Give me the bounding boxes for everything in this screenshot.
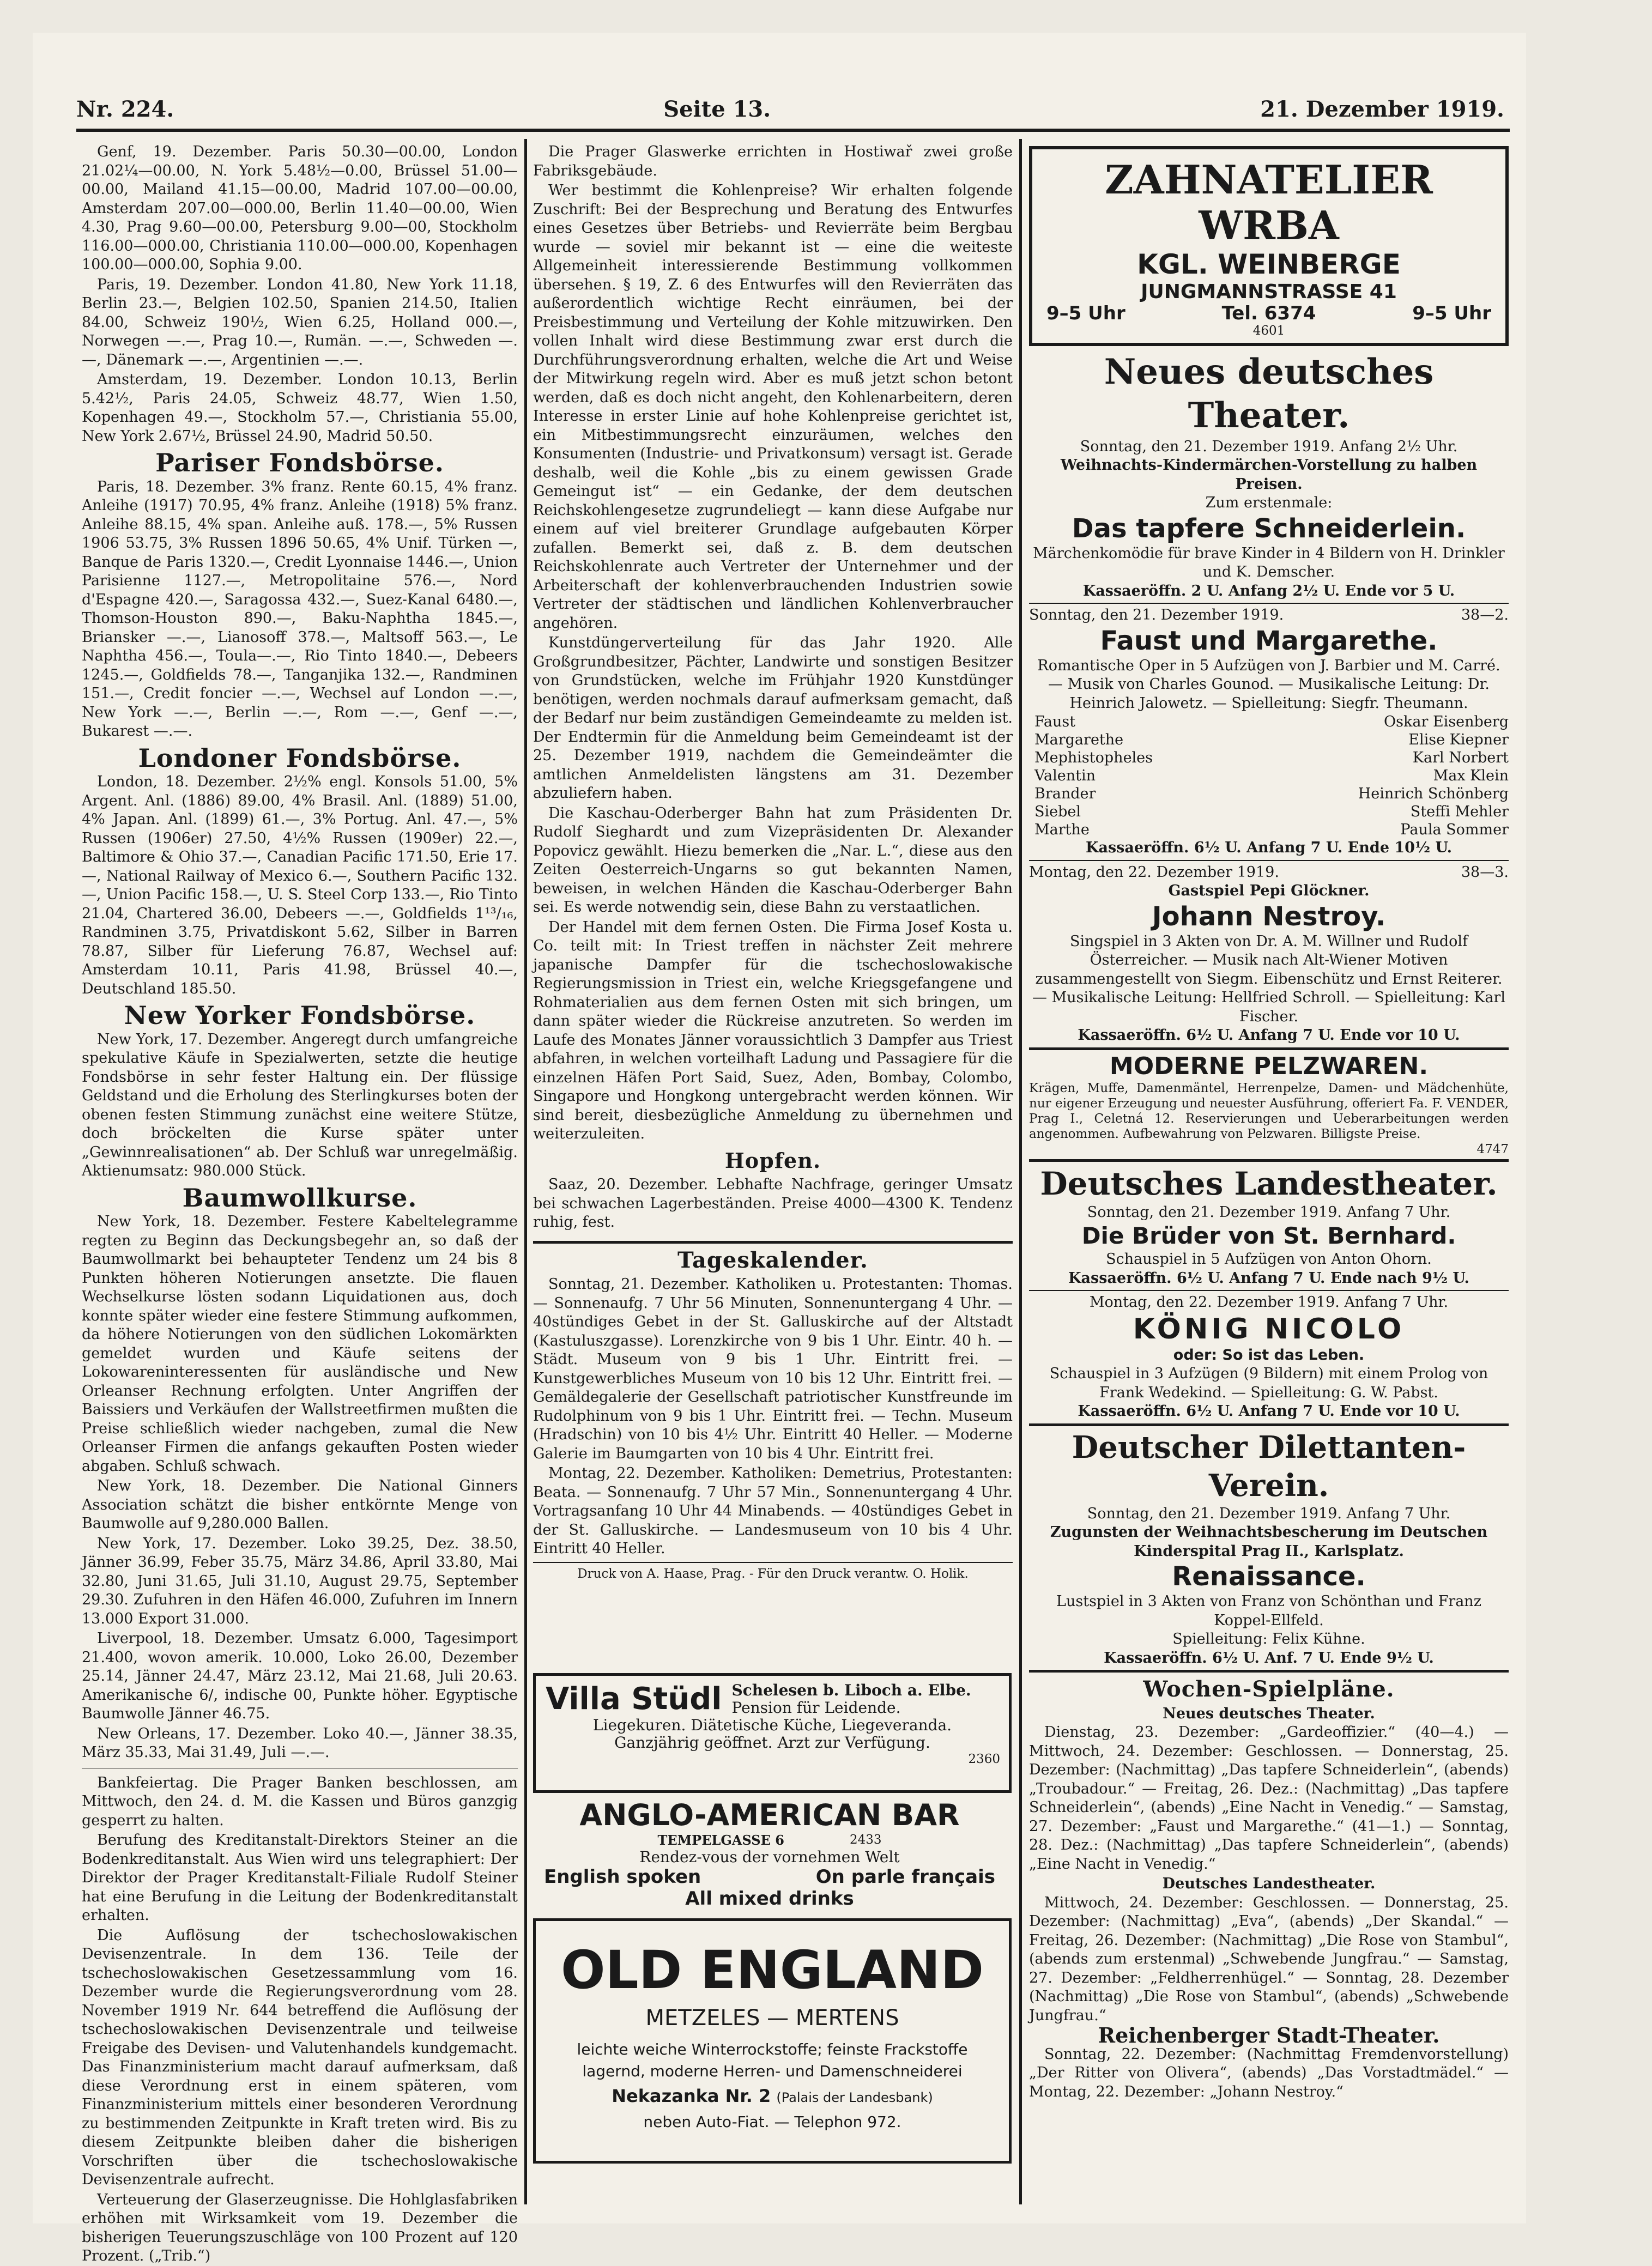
dlt-s2-date: Montag, den 22. Dezember 1919. Anfang 7 Uhr. bbox=[1089, 1294, 1449, 1311]
column-finance bbox=[82, 143, 518, 2264]
ndt-s1-desc: Märchenkomödie für brave Kinder in 4 Bildern von H. Drinkler und K. Demscher. bbox=[1033, 544, 1505, 580]
text-bankfeiertag: Bankfeiertag. Die Prager Banken beschlossen, am Mittwoch, den 24. d. M. die Kassen und Büros ganzgig gesperrt zu halten. bbox=[82, 1774, 518, 1829]
woch-rst-text: Sonntag, 22. Dezember: (Nachmittag Fremdenvorstellung) „Der Ritter von Olivera“, (abends) „Das Vorstadtmädel.“ — Montag, 22. Dezember: „Johann Nestroy.“ bbox=[1029, 2045, 1509, 2100]
dlt-s1-date: Sonntag, den 21. Dezember 1919. Anfang 7 Uhr. bbox=[1087, 1203, 1451, 1221]
oldengland-line1: leichte weiche Winterrockstoffe; feinste Frackstoffe bbox=[577, 2040, 968, 2058]
cast-actor: Oskar Eisenberg bbox=[1384, 713, 1509, 730]
bar-line1: Rendez-vous der vornehmen Welt bbox=[639, 1848, 900, 1866]
woch-title: Wochen-Spielpläne. bbox=[1143, 1676, 1395, 1702]
cast-actor: Steffi Mehler bbox=[1410, 803, 1509, 820]
ndt-s3-code: 38—3. bbox=[1461, 863, 1509, 881]
ndt-s1-first: Zum erstenmale: bbox=[1205, 494, 1333, 511]
page-number: Seite 13. bbox=[663, 96, 771, 122]
column-theater bbox=[1029, 146, 1509, 2206]
cast-actor: Heinrich Schönberg bbox=[1358, 785, 1509, 802]
ddv-lead: Spielleitung: Felix Kühne. bbox=[1172, 1631, 1365, 1647]
cast-row bbox=[1029, 803, 1509, 821]
woch-ndt-heading: Neues deutsches Theater. bbox=[1163, 1705, 1375, 1722]
ddv-note: Zugunsten der Weihnachtsbescherung im Deutschen Kinderspital Prag II., Karlsplatz. bbox=[1050, 1524, 1488, 1560]
dlt-s2-sub: oder: So ist das Leben. bbox=[1173, 1346, 1365, 1364]
ndt-s2-desc: Romantische Oper in 5 Aufzügen von J. Barbier und M. Carré. — Musik von Charles Gounod. — Musikalische Leitung: Dr. Heinrich Jalowetz. — Spielleitung: Siegfr. Theumann. bbox=[1037, 657, 1500, 712]
heading-baumwoll: Baumwollkurse. bbox=[182, 1183, 417, 1213]
oldengland-address: Nekazanka Nr. 2 bbox=[612, 2086, 771, 2106]
villa-location: Schelesen b. Liboch a. Elbe. bbox=[731, 1681, 971, 1699]
wrba-hours-left: 9–5 Uhr bbox=[1046, 302, 1125, 324]
cast-role: Mephistopheles bbox=[1034, 749, 1153, 766]
ddv-title: Deutscher Dilettanten-Verein. bbox=[1072, 1429, 1466, 1504]
text-genf: Genf, 19. Dezember. Paris 50.30—00.00, London 21.02¼—00.00, N. York 5.48½—0.00, Brüssel 51.00—00.00, Mailand 41.15—00.00, Madrid 107.00—00.00, Amsterdam 207.00—000.00, Berlin 11.40—00.00, Wien 4.30, Prag 9.60—00.00, Petersburg 9.00—00, Stockholm 116.00—000.00, Christiania 110.00—000.00, Kopenhagen 100.00—000.00, Sophia 9.00. bbox=[82, 143, 518, 273]
cast-role: Faust bbox=[1034, 713, 1076, 730]
text-baum4: Liverpool, 18. Dezember. Umsatz 6.000, Tagesimport 21.400, wovon amerik. 10.000, Loko 26.00, Dezember 25.14, Jänner 24.47, März 23.12, Mai 21.68, Juli 20.63. Amerikanische 6/, indische 00, Punkte höher. Egyptische Baumwolle Jänner 46.75. bbox=[82, 1630, 518, 1722]
pelz-text: Krägen, Muffe, Damenmäntel, Herrenpelze, Damen- und Mädchenhüte, nur eigener Erzeugung und neuester Ausführung, offeriert Fa. F. VENDER, Prag I., Celetná 12. Reservierungen und Ueberarbeitungen werden angenommen. Aufbewahrung von Pelzwaren. Billigste Preise. bbox=[1029, 1081, 1509, 1141]
woch-rst-heading: Reichenberger Stadt-Theater. bbox=[1098, 2023, 1440, 2047]
issue-number: Nr. 224. bbox=[76, 96, 174, 122]
dlt-title: Deutsches Landestheater. bbox=[1040, 1165, 1498, 1202]
text-baum3: New York, 17. Dezember. Loko 39.25, Dez. 38.50, Jänner 36.99, Feber 35.75, März 34.86, April 33.80, Mai 32.80, Juni 31.65, Juli 31.10, August 29.75, September 29.30. Zufuhren in den Häfen 46.000, Zufuhren im Innern 13.000 Export 31.000. bbox=[82, 1535, 518, 1627]
ndt-s2-code: 38—2. bbox=[1461, 607, 1509, 623]
wrba-street: JUNGMANNSTRASSE 41 bbox=[1141, 281, 1397, 303]
oldengland-name: OLD ENGLAND bbox=[560, 1940, 984, 2001]
text-baum5: New Orleans, 17. Dezember. Loko 40.—, Jänner 38.35, März 35.33, Mai 31.49, Juli —.—. bbox=[82, 1725, 518, 1761]
printer-note: Druck von A. Haase, Prag. - Für den Druck verantw. O. Holik. bbox=[577, 1566, 969, 1581]
cast-row bbox=[1029, 785, 1509, 803]
cast-actor: Paula Sommer bbox=[1400, 821, 1509, 838]
text-kohle: Wer bestimmt die Kohlenpreise? Wir erhalten folgende Zuschrift: Bei der Besprechung und Beratung des Entwurfes eines Gesetzes über Betriebs- und Revierräte beim Bergbau wurde — soviel mir bekannt ist — eine die weiteste Allgemeinheit interessierende Bestimmung vollkommen übersehen. § 19, Z. 6 des Entwurfes will den Revierräten das außerordentlich wichtige Recht einräumen, bei der Preisbestimmung und Verteilung der Kohle mitzuwirken. Den vollen Inhalt wird diese Bestimmung zwar erst durch die Durchführungsverordnung erhalten, welche die Art und Weise der Mitwirkung regeln wird. Aber es muß jetzt schon betont werden, daß es doch nicht angeht, den Kohlenarbeitern, deren Interesse in erster Linie auf hohe Kohlenpreise gerichtet ist, ein Mitbestimmungsrecht einzuräumen, welches den Konsumenten (Industrie- und Privatkonsum) versagt ist. Gerade deshalb, weil die Kohle „bis zu einem gewissen Grade Gemeingut ist“ — ein Gedanke, der dem deutschen Reichskohlengesetze zugrundeliegt — kann diese Aufgabe nur einem auf viel breiterer Grundlage aufgebauten Körper zufallen. Bemerkt sei, daß z. B. dem deutschen Reichskohlenrate auch Vertreter der Unternehmer und der Arbeiterschaft der kohlenverbrauchenden Industrien sowie Vertreter der städtischen und ländlichen Kohlenverbraucher angehören. bbox=[533, 182, 1013, 632]
ad-anglo-american-bar bbox=[533, 1798, 1006, 1913]
text-hopfen: Saaz, 20. Dezember. Lebhafte Nachfrage, geringer Umsatz bei schwachen Lagerbeständen. Preise 4000—4300 K. Tendenz ruhig, fest. bbox=[533, 1176, 1013, 1231]
dlt-s1-play: Die Brüder von St. Bernhard. bbox=[1081, 1222, 1456, 1249]
bar-name: ANGLO-AMERICAN BAR bbox=[579, 1798, 960, 1832]
woch-ndt-text: Dienstag, 23. Dezember: „Gardeoffizier.“ (40—4.) — Mittwoch, 24. Dezember: Geschlossen. — Donnerstag, 25. Dezember: (Nachmittag) „Das tapfere Schneiderlein“, (abends) „Troubadour.“ — Freitag, 26. Dez.: (Nachmittag) „Das tapfere Schneiderlein“, (abends) „Eine Nacht in Venedig.“ — Samstag, 27. Dezember: „Faust und Margarethe.“ (41—1.) — Sonntag, 28. Dez.: (Nachmittag) „Das tapfere Schneiderlein“, (abends) „Eine Nacht in Venedig.“ bbox=[1029, 1724, 1509, 1873]
wrba-code: 4601 bbox=[1252, 323, 1285, 338]
column-rule-1 bbox=[524, 139, 527, 2204]
ndt-s2-date: Sonntag, den 21. Dezember 1919. bbox=[1029, 607, 1284, 623]
heading-londoner: Londoner Fondsbörse. bbox=[138, 743, 462, 773]
pelz-title: MODERNE PELZWAREN. bbox=[1109, 1052, 1429, 1080]
ad-zahnatelier bbox=[1029, 146, 1509, 346]
column-news bbox=[533, 143, 1013, 1647]
villa-line1: Pension für Leidende. bbox=[731, 1698, 901, 1717]
cast-actor: Elise Kiepner bbox=[1408, 731, 1509, 748]
issue-date: 21. Dezember 1919. bbox=[1260, 96, 1504, 122]
cast-role: Brander bbox=[1034, 785, 1096, 802]
ndt-s3-guest: Gastspiel Pepi Glöckner. bbox=[1168, 882, 1370, 899]
villa-line3: Ganzjährig geöffnet. Arzt zur Verfügung. bbox=[614, 1734, 930, 1752]
page-header bbox=[76, 93, 1504, 125]
oldengland-line2: lagernd, moderne Herren- und Damenschneiderei bbox=[582, 2062, 963, 2080]
text-tages1: Sonntag, 21. Dezember. Katholiken u. Protestanten: Thomas. — Sonnenaufg. 7 Uhr 56 Minuten, Sonnenuntergang 4 Uhr. — 40stündiges Gebet in der St. Galluskirche auf der Altstadt (Kastuluszgasse). Lorenzkirche von 9 bis 1 Uhr. Eintr. 40 h. — Städt. Museum von 9 bis 1 Uhr. Eintritt frei. — Kunstgewerbliches Museum von 10 bis 12 Uhr. Eintritt frei. — Gemäldegalerie der Gesellschaft patriotischer Kunstfreunde im Rudolphinum von 9 bis 1 Uhr. Eintritt frei. — Techn. Museum (Hradschin) von 10 bis 4½ Uhr. Eintritt 40 Heller. — Moderne Galerie im Baumgarten von 10 bis 4 Uhr. Eintritt frei. bbox=[533, 1276, 1013, 1462]
text-amsterdam: Amsterdam, 19. Dezember. London 10.13, Berlin 5.42½, Paris 24.05, Schweiz 48.77, Wien 1.50, Kopenhagen 49.—, Stockholm 57.—, Christiania 55.00, New York 2.67½, Brüssel 24.90, Madrid 50.50. bbox=[82, 371, 518, 445]
cast-role: Marthe bbox=[1034, 821, 1090, 838]
divider bbox=[1029, 1047, 1509, 1050]
text-londoner: London, 18. Dezember. 2½% engl. Konsols 51.00, 5% Argent. Anl. (1886) 89.00, 4% Brasil. Anl. (1889) 51.00, 4% Japan. Anl. (1899) 61.—, 3% Portug. Anl. 47.—, 5% Russen (1906er) 27.50, 4½% Russen (1909er) 22.—, Baltimore & Ohio 37.—, Canadian Pacific 171.50, Erie 17.—, National Railway of Mexico 6.—, Southern Pacific 132.—, Union Pacific 158.—, U. S. Steel Corp 133.—, Rio Tinto 21.04, Chartered 36.00, Debeers —.—, Goldfields 1¹³/₁₆, Randminen 3.75, Privatdiskont 5.62, Silber in Barren 78.87, Silber für Lieferung 76.87, Wechsel auf: Amsterdam 10.11, Paris 41.98, Brüssel 40.—, Deutschland 185.50. bbox=[82, 773, 518, 997]
ndt-s3-times: Kassaeröffn. 6½ U. Anfang 7 U. Ende vor 10 U. bbox=[1078, 1027, 1460, 1044]
text-glaswerke: Die Prager Glaswerke errichten in Hostiwař zwei große Fabriksgebäude. bbox=[533, 143, 1013, 179]
pelz-code: 4747 bbox=[1476, 1142, 1509, 1156]
text-paris: Paris, 19. Dezember. London 41.80, New York 11.18, Berlin 23.—, Belgien 102.50, Spanien 214.50, Italien 84.00, Schweiz 190½, Wien 6.25, Holland 000.—, Norwegen —.—, Prag 10.—, Rumän. —.—, Schweden —.—, Dänemark —.—, Argentinien —.—. bbox=[82, 276, 518, 368]
cast-role: Margarethe bbox=[1034, 731, 1124, 748]
cast-list bbox=[1029, 713, 1509, 839]
ddv-times: Kassaeröffn. 6½ U. Anf. 7 U. Ende 9½ U. bbox=[1104, 1649, 1434, 1667]
heading-tageskalender: Tageskalender. bbox=[677, 1247, 868, 1273]
wrba-title: ZAHNATELIER WRBA bbox=[1105, 156, 1433, 249]
divider bbox=[533, 1241, 1013, 1244]
divider bbox=[533, 1562, 1013, 1563]
ndt-s1-play: Das tapfere Schneiderlein. bbox=[1072, 513, 1466, 544]
cast-row bbox=[1029, 713, 1509, 731]
ndt-s1-note: Weihnachts-Kindermärchen-Vorstellung zu halben Preisen. bbox=[1060, 457, 1478, 493]
cast-row bbox=[1029, 767, 1509, 785]
text-kunstduenger: Kunstdüngerverteilung für das Jahr 1920. Alle Großgrundbesitzer, Pächter, Landwirte und sonstigen Besitzer von Grundstücken, welche im Frühjahr 1920 Kunstdünger benötigen, werden nochmals darauf aufmerksam gemacht, daß der Bedarf nur beim zuständigen Gemeindeamte zu melden ist. Der Endtermin für die Anmeldung beim Gemeindeamt ist der 25. Dezember 1919, nachdem die Gemeindeämter die amtlichen Anmeldelisten längstens am 31. Dezember abzuliefern haben. bbox=[533, 634, 1013, 802]
wrba-place: KGL. WEINBERGE bbox=[1137, 249, 1401, 280]
ndt-s1-date: Sonntag, den 21. Dezember 1919. Anfang 2½ Uhr. bbox=[1080, 438, 1458, 455]
divider bbox=[1029, 1159, 1509, 1162]
wrba-hours-right: 9–5 Uhr bbox=[1412, 302, 1491, 324]
ndt-s3-desc: Singspiel in 3 Akten von Dr. A. M. Willner und Rudolf Österreicher. — Musik nach Alt-Wiener Motiven zusammengestellt von Siegm. Eibenschütz und Ernst Reiterer. — Musikalische Leitung: Hellfried Schroll. — Spielleitung: Karl Fischer. bbox=[1032, 932, 1505, 1025]
bar-english: English spoken bbox=[544, 1866, 701, 1888]
woch-dlt-heading: Deutsches Landestheater. bbox=[1162, 1875, 1376, 1892]
divider bbox=[1029, 860, 1509, 861]
text-devisen: Die Auflösung der tschechoslowakischen Devisenzentrale. In dem 136. Teile der tschechoslowakischen Gesetzessammlung vom 16. Dezember wurde die Regierungsverordnung vom 28. November 1919 Nr. 644 betreffend die Auflösung der tschechoslowakischen Devisenzentrale und teilweise Freigabe des Devisen- und Valutenhandels kundgemacht. Das Finanzministerium macht darauf aufmerksam, daß diese Verordnung erst in einem späteren, vom Finanzministerium mittels einer besonderen Verordnung zu bestimmenden Zeitpunkte in Kraft treten wird. Bis zu diesem Zeitpunkte bleiben daher die bisherigen Vorschriften über die tschechoslowakische Devisenzentrale aufrecht. bbox=[82, 1926, 518, 2188]
heading-hopfen: Hopfen. bbox=[724, 1148, 821, 1173]
oldengland-sub: METZELES — MERTENS bbox=[645, 2006, 899, 2031]
ndt-s2-play: Faust und Margarethe. bbox=[1100, 625, 1438, 656]
dlt-s2-desc: Schauspiel in 3 Aufzügen (9 Bildern) mit einem Prolog von Frank Wedekind. — Spielleitung: G. W. Pabst. bbox=[1049, 1365, 1488, 1401]
cast-row bbox=[1029, 821, 1509, 839]
bar-code: 2433 bbox=[850, 1833, 882, 1847]
divider bbox=[1029, 1670, 1509, 1673]
heading-newyorker: New Yorker Fondsbörse. bbox=[124, 1001, 476, 1030]
ndt-s2-times: Kassaeröffn. 6½ U. Anfang 7 U. Ende 10½ U. bbox=[1086, 839, 1452, 856]
cast-role: Siebel bbox=[1034, 803, 1081, 820]
oldengland-palais: (Palais der Landesbank) bbox=[776, 2090, 933, 2105]
heading-pariser: Pariser Fondsbörse. bbox=[155, 448, 444, 477]
villa-line2: Liegekuren. Diätetische Küche, Liegeveranda. bbox=[592, 1716, 952, 1734]
bar-drinks: All mixed drinks bbox=[685, 1888, 854, 1910]
ndt-title: Neues deutsches Theater. bbox=[1104, 351, 1434, 436]
villa-code: 2360 bbox=[968, 1752, 1000, 1766]
ad-old-england bbox=[533, 1918, 1012, 2164]
text-kaschau: Die Kaschau-Oderberger Bahn hat zum Präsidenten Dr. Rudolf Sieghardt und zum Vizepräsidenten Dr. Alexander Popovicz gewählt. Hiezu bemerken die „Nar. L.“, diese aus den Zeiten Oesterreich-Ungarns so gut bekannten Namen, beweisen, in welchen Händen die Kaschau-Oderberger Bahn sei. Es werde notwendig sein, diese Bahn zu verstaatlichen. bbox=[533, 804, 1013, 916]
bar-french: On parle français bbox=[815, 1866, 995, 1888]
bar-address: TEMPELGASSE 6 bbox=[657, 1832, 784, 1848]
text-handel: Der Handel mit dem fernen Osten. Die Firma Josef Kosta u. Co. teilt mit: In Triest treffen in nächster Zeit mehrere japanische Dampfer für die tschechoslowakische Regierungsmission in Triest ein, welche Kriegsgefangene und Rohmaterialien aus dem fernen Osten mit sich bringen, um dann später wieder die Rückreise anzutreten. So werden im Laufe des Monates Jänner voraussichtlich 3 Dampfer aus Triest abfahren, in welchen vorteilhaft Ladung und Passagiere für die einzelnen Häfen Port Said, Suez, Aden, Bombay, Colombo, Singapore und Hongkong untergebracht werden können. Wir sind bereit, diesbezügliche Anmeldung zu übernehmen und weiterzuleiten. bbox=[533, 918, 1013, 1142]
ddv-play: Renaissance. bbox=[1172, 1561, 1366, 1592]
cast-role: Valentin bbox=[1034, 767, 1096, 784]
ndt-s3-play: Johann Nestroy. bbox=[1152, 901, 1386, 932]
dlt-s1-desc: Schauspiel in 5 Aufzügen von Anton Ohorn. bbox=[1106, 1251, 1432, 1268]
divider bbox=[1029, 1423, 1509, 1426]
column-rule-2 bbox=[1019, 139, 1022, 2204]
dlt-s1-times: Kassaeröffn. 6½ U. Anfang 7 U. Ende nach 9½ U. bbox=[1068, 1269, 1469, 1287]
ddv-date: Sonntag, den 21. Dezember 1919. Anfang 7 Uhr. bbox=[1087, 1505, 1451, 1522]
villa-name: Villa Stüdl bbox=[546, 1681, 722, 1717]
divider bbox=[1029, 603, 1509, 604]
woch-dlt-text: Mittwoch, 24. Dezember: Geschlossen. — Donnerstag, 25. Dezember: (Nachmittag) „Eva“, (abends) „Der Skandal.“ — Freitag, 26. Dezember: (Nachmittag) „Die Rose von Stambul“, (abends zum erstenmal) „Schwebende Jungfrau.“ — Samstag, 27. Dezember: „Feldherrenhügel.“ — Sonntag, 28. Dezember (Nachmittag) „Die Rose von Stambul“, (abends) „Schwebende Jungfrau.“ bbox=[1029, 1894, 1509, 2024]
dlt-s2-times: Kassaeröffn. 6½ U. Anfang 7 U. Ende vor 10 U. bbox=[1078, 1403, 1460, 1420]
divider bbox=[1029, 1290, 1509, 1291]
ad-villa-stuedl bbox=[533, 1673, 1012, 1793]
text-baum2: New York, 18. Dezember. Die National Ginners Association schätzt die bisher entkörnte Menge von Baumwolle auf 9,280.000 Ballen. bbox=[82, 1477, 518, 1532]
text-baum1: New York, 18. Dezember. Festere Kabeltelegramme regten zu Beginn das Deckungsbegehr an, so daß der Baumwollmarkt bei behaupteter Tendenz um 24 bis 8 Punkten höheren Notierungen ansetzte. Die flauen Wechselkurse lösten sodann Liquidationen aus, doch konnte später wieder eine festere Stimmung aufkommen, da höhere Notierungen von den südlichen Lokomärkten gemeldet wurden und Käufe seitens der Lokowareninteressenten für ausländische und New Orleanser Rechnung erfolgten. Unter Angriffen der Baissiers und Verkäufen der Wallstreetfirmen mußten die Preise schließlich wieder nachgeben, zumal die New Orleanser Firmen die anfangs gekauften Posten wieder abgaben. Schluß schwach. bbox=[82, 1213, 518, 1475]
ndt-s1-times: Kassaeröffn. 2 U. Anfang 2½ U. Ende vor 5 U. bbox=[1082, 582, 1455, 599]
cast-actor: Max Klein bbox=[1433, 767, 1509, 784]
header-rule bbox=[76, 129, 1510, 132]
wrba-tel: Tel. 6374 bbox=[1221, 302, 1316, 324]
text-kredit: Berufung des Kreditanstalt-Direktors Steiner an die Bodenkreditanstalt. Aus Wien wird uns telegraphiert: Der Direktor der Prager Kreditanstalt-Filiale Rudolf Steiner hat eine Berufung in die Leitung der Bodenkreditanstalt erhalten. bbox=[82, 1832, 518, 1924]
text-newyorker: New York, 17. Dezember. Angeregt durch umfangreiche spekulative Käufe in Spezialwerten, setzte die heutige Fondsbörse in sehr fester Haltung ein. Der flüssige Geldstand und die Erholung des Sterlingkurses boten der obenen festen Stimmung zunächst eine weitere Stütze, doch bröckelten die Kurse später unter „Gewinnrealisationen“ ab. Der Schluß war unregelmäßig. Aktienumsatz: 980.000 Stück. bbox=[82, 1031, 518, 1179]
text-glas: Verteuerung der Glaserzeugnisse. Die Hohlglasfabriken erhöhen mit Wirksamkeit vom 19. Dezember die bisherigen Teuerungszuschläge von 100 Prozent auf 120 Prozent. („Trib.“) bbox=[82, 2191, 518, 2264]
oldengland-line4: neben Auto-Fiat. — Telephon 972. bbox=[643, 2113, 901, 2131]
cast-row bbox=[1029, 749, 1509, 767]
dlt-s2-play: KÖNIG NICOLO bbox=[1133, 1312, 1405, 1346]
ddv-desc: Lustspiel in 3 Akten von Franz von Schönthan und Franz Koppel-Ellfeld. bbox=[1056, 1593, 1481, 1629]
ndt-s3-date: Montag, den 22. Dezember 1919. bbox=[1029, 863, 1279, 881]
cast-row bbox=[1029, 731, 1509, 749]
text-tages2: Montag, 22. Dezember. Katholiken: Demetrius, Protestanten: Beata. — Sonnenaufg. 7 Uhr 57 Min., Sonnenuntergang 4 Uhr. Vortragsanfang 10 Uhr 44 Minabends. — 40stündiges Gebet in der St. Galluskirche. — Landesmuseum von 10 bis 4 Uhr. Eintritt 40 Heller. bbox=[533, 1465, 1013, 1557]
cast-actor: Karl Norbert bbox=[1412, 749, 1509, 766]
text-pariser: Paris, 18. Dezember. 3% franz. Rente 60.15, 4% franz. Anleihe (1917) 70.95, 4% franz. Anleihe (1918) 5% franz. Anleihe 88.15, 4% span. Anleihe auß. 178.—, 5% Russen 1906 53.75, 3% Russen 1896 50.65, 4% Unif. Türken —, Banque de Paris 1320.—, Credit Lyonnaise 1446.—, Union Parisienne 1127.—, Metropolitaine 576.—, Nord d'Espagne 420.—, Saragossa 432.—, Suez-Kanal 6480.—, Thomson-Houston 890.—, Baku-Naphtha 1845.—, Briansker —.—, Lianosoff 378.—, Maltsoff 563.—, Le Naphtha 456.—, Toula—.—, Rio Tinto 1840.—, Debeers 1245.—, Goldfields 78.—, Tanganjika 132.—, Randminen 151.—, Credit foncier —.—, Wechsel auf London —.—, New York —.—, Berlin —.—, Rom —.—, Genf —.—, Bukarest —.—. bbox=[82, 478, 518, 740]
